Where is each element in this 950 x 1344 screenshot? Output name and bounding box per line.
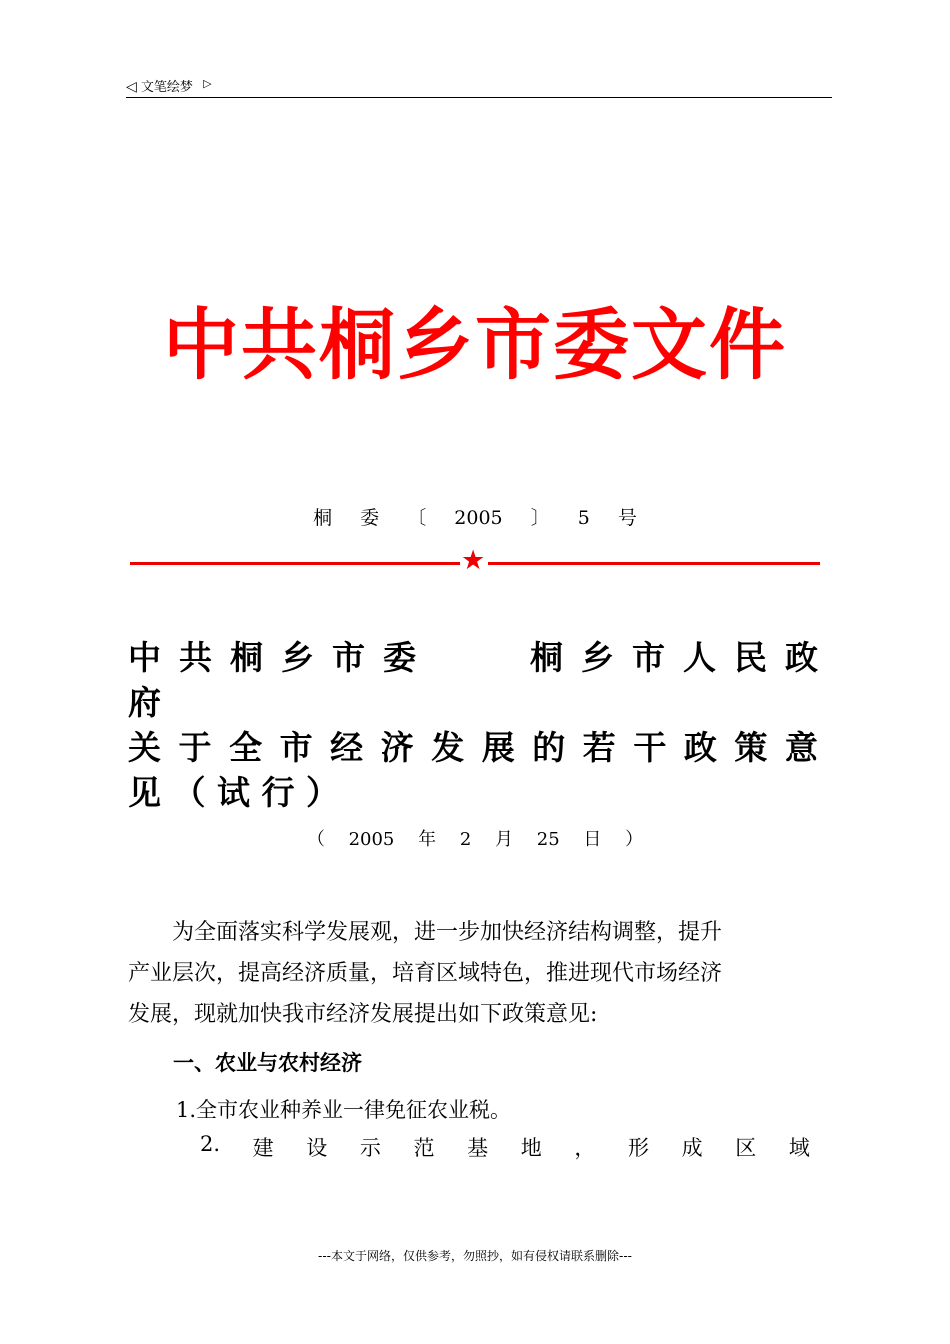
item-char: 范 (413, 1136, 435, 1160)
date-part: 年 (418, 829, 437, 850)
title-char: 干 (633, 728, 667, 767)
item-char: 2. (200, 1132, 221, 1156)
title-char: 策 (734, 728, 768, 767)
intro-line: 产业层次，提高经济质量，培育区域特色，推进现代市场经济 (128, 961, 723, 986)
policy-item-2 (200, 1132, 810, 1162)
intro-line: 为全面落实科学发展观，进一步加快经济结构调整，提升 (172, 920, 723, 945)
date-part: 25 (536, 829, 560, 850)
title-char: ） (306, 773, 339, 812)
item-char: ， (574, 1136, 596, 1160)
item-char: 示 (359, 1136, 381, 1160)
item-char: 地 (520, 1136, 542, 1160)
left-triangle-icon: ◁ (126, 79, 137, 95)
date-part: 2005 (348, 829, 395, 850)
title-char: 市 (279, 728, 313, 767)
date-part: 日 (583, 829, 602, 850)
title-char: 意 (784, 728, 818, 767)
title-char: 桐 (530, 638, 563, 677)
docno-char: 桐 (313, 507, 333, 529)
title-char: 乡 (281, 638, 314, 677)
header-brand: 文笔绘梦 (140, 80, 193, 95)
title-char: 的 (532, 728, 566, 767)
item-char: 形 (628, 1136, 650, 1160)
issue-date (0, 825, 950, 851)
date-part: ） (625, 829, 644, 850)
item-char: 区 (735, 1136, 757, 1160)
title-char: 民 (734, 638, 767, 677)
title-char: 试 (217, 773, 250, 812)
title-char: 中 (128, 638, 161, 677)
policy-item-1: 1.全市农业种养业一律免征农业税。 (176, 1098, 512, 1122)
title-char: （ (172, 773, 206, 812)
title-char: 济 (380, 728, 414, 767)
title-char: 政 (785, 638, 818, 677)
title-char: 于 (178, 728, 212, 767)
docno-char: 5 (577, 507, 590, 529)
title-char: 委 (383, 638, 416, 677)
document-banner: 中共桐乡市委文件 (163, 299, 787, 391)
title-line-1 (128, 632, 818, 679)
title-char: 展 (481, 728, 515, 767)
date-part: （ (306, 829, 325, 850)
title-char: 行 (261, 773, 295, 812)
title-char: 关 (128, 728, 161, 767)
title-char: 府 (128, 683, 161, 722)
title-char: 人 (683, 638, 716, 677)
title-char: 桐 (230, 638, 263, 677)
item-char: 域 (788, 1136, 810, 1160)
title-char: 政 (683, 728, 717, 767)
date-part: 2 (459, 829, 472, 850)
title-char: 若 (582, 728, 616, 767)
title-line-2 (128, 677, 818, 724)
title-char: 发 (431, 728, 465, 767)
item-char: 建 (252, 1136, 274, 1160)
document-number (0, 503, 950, 530)
title-line-4 (128, 767, 818, 814)
intro-paragraph (128, 912, 828, 1035)
page-header (126, 76, 212, 95)
title-char: 见 (128, 773, 161, 812)
red-divider-left (130, 562, 460, 565)
docno-char: 号 (617, 507, 637, 529)
date-part: 月 (495, 829, 514, 850)
red-divider-right (488, 562, 820, 565)
item-char: 设 (306, 1136, 328, 1160)
docno-char: 委 (360, 507, 380, 529)
page-footer: ---本文于网络，仅供参考，勿照抄，如有侵权请联系删除--- (318, 1249, 632, 1263)
docno-char: 〔 (407, 507, 427, 529)
intro-line: 发展，现就加快我市经济发展提出如下政策意见: (128, 1002, 598, 1027)
title-line-3 (128, 722, 818, 769)
header-rule (126, 97, 832, 98)
title-char: 乡 (581, 638, 614, 677)
item-char: 基 (467, 1136, 489, 1160)
docno-char: 2005 (454, 507, 503, 529)
star-icon: ★ (461, 545, 486, 576)
section-heading: 一、农业与农村经济 (173, 1051, 362, 1075)
right-triangle-icon: ▷ (203, 77, 212, 90)
title-char: 市 (632, 638, 665, 677)
docno-char: 〕 (530, 507, 550, 529)
title-char: 经 (330, 728, 364, 767)
title-char: 全 (229, 728, 263, 767)
title-char: 共 (179, 638, 212, 677)
title-char: 市 (332, 638, 365, 677)
item-char: 成 (681, 1136, 703, 1160)
